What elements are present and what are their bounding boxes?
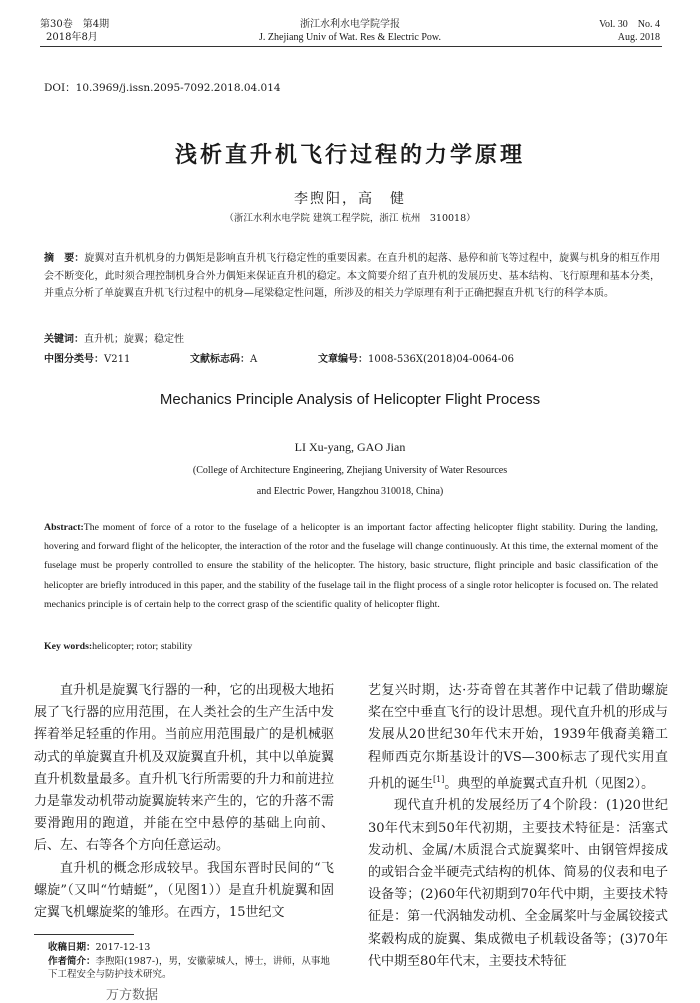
journal-volume-en bbox=[599, 18, 660, 44]
footnote-rule bbox=[34, 934, 134, 935]
received-date bbox=[34, 941, 334, 955]
received-value: 2017-12-13 bbox=[95, 942, 151, 953]
abstract-cn-label: 摘 要： bbox=[44, 253, 85, 264]
body-text: 艺复兴时期，达·芬奇曾在其著作中记载了借助螺旋桨在空中垂直飞行的设计思想。现代直升机的形成与发展从20世纪30年代末开始，1939年俄裔美籍工程师西克尔斯基设计的VS—300标志了现代实用直升机的诞生 bbox=[368, 683, 668, 792]
received-label: 收稿日期： bbox=[48, 942, 96, 953]
doc-label: 文献标志码： bbox=[190, 354, 250, 365]
abstract-cn-text: 旋翼对直升机机身的力偶矩是影响直升机飞行稳定性的重要因素。在直升机的起落、悬停和前飞等过程中，旋翼与机身的相互作用会不断变化，此时须合理控制机身合外力偶矩来保证直升机的稳定。本文简要介绍了直升机的发展历史、基本结构、飞行原理和基本分类，并重点分析了单旋翼直升机飞行过程中的机身—尾梁稳定性问题，所涉及的相关力学原理有利于正确把握直升机飞行的科学本质。 bbox=[44, 253, 661, 300]
watermark: 万方数据 bbox=[106, 988, 159, 1003]
date-en: Aug. 2018 bbox=[617, 32, 660, 43]
body-paragraph bbox=[368, 680, 668, 795]
authors-cn: 李煦阳，高 健 bbox=[294, 191, 406, 207]
authors-en: LI Xu-yang, GAO Jian bbox=[294, 440, 406, 454]
english-title: Mechanics Principle Analysis of Helicopter Flight Process bbox=[159, 391, 541, 408]
footnote bbox=[34, 941, 334, 982]
body-right-column bbox=[368, 680, 668, 973]
affiliation-en bbox=[0, 460, 700, 502]
citation-ref[interactable]: [1] bbox=[433, 774, 445, 784]
abstract-en-text: The moment of force of a rotor to the fuselage of a helicopter is an important factor affecting helicopter flight stability. During the landing, hovering and forward flight of the helicopter, the interaction of the rotor and the fuselage will change continuously. At this time, the external moment of the fuselage must be properly controlled to ensure the stability of the helicopter. The history, basic structure, flight principle and basic classification of the helicopter are briefly introduced in this paper, and the stability of the fuselage tail in the flight process of a single rotor helicopter is focused on. The related mechanics principle is of certain help to the correct grasp of the scientific quality of helicopter flight. bbox=[44, 522, 658, 610]
abstract-en-label: Abstract: bbox=[44, 522, 84, 533]
article-number bbox=[318, 350, 514, 365]
doi[interactable]: DOI：10.3969/j.issn.2095-7092.2018.04.014 bbox=[44, 82, 281, 94]
journal-name-en: J. Zhejiang Univ of Wat. Res & Electric Pow. bbox=[259, 32, 441, 43]
clc-label: 中图分类号： bbox=[44, 354, 104, 365]
art-value: 1008-536X(2018)04-0064-06 bbox=[368, 354, 514, 365]
bio-text: 李煦阳(1987-)，男，安徽蒙城人，博士，讲师，从事地下工程安全与防护技术研究。 bbox=[48, 955, 330, 980]
clc-code bbox=[44, 350, 130, 365]
author-bio bbox=[34, 955, 334, 982]
volume-en: Vol. 30 No. 4 bbox=[599, 19, 660, 30]
affiliation-en-line1: (College of Architecture Engineering, Zhejiang University of Water Resources bbox=[192, 465, 508, 476]
header-rule bbox=[40, 46, 662, 47]
clc-value: V211 bbox=[104, 354, 131, 365]
keywords-en-label: Key words: bbox=[44, 641, 93, 652]
art-label: 文章编号： bbox=[318, 354, 368, 365]
journal-name-cn: 浙江水利水电学院学报 bbox=[300, 19, 400, 30]
body-paragraph: 现代直升机的发展经历了4个阶段：(1)20世纪30年代末到50年代初期，主要技术特征是：活塞式发动机、金属/木质混合式旋翼桨叶、由钢管焊接成的或铝合金半硬壳式结构的机体、简易的仪表和电子设备等；(2)60年代初期到70年代中期，主要技术特征是：第一代涡轴发动机、全金属桨叶与金属铰接式桨毂构成的旋翼、集成微电子机载设备等；(3)70年代中期至80年代末，主要技术特征 bbox=[368, 798, 668, 969]
keywords-cn bbox=[44, 330, 184, 345]
body-paragraph: 直升机的概念形成较早。我国东晋时民间的“飞螺旋”（又叫“竹蜻蜓”，（见图1））是直升机旋翼和固定翼飞机螺旋桨的雏形。在西方，15世纪文 bbox=[34, 860, 334, 921]
body-text: 。典型的单旋翼式直升机（见图2）。 bbox=[444, 776, 655, 792]
page-title: 浅析直升机飞行过程的力学原理 bbox=[174, 143, 525, 168]
body-left-column bbox=[34, 680, 334, 924]
bio-label: 作者简介： bbox=[48, 955, 96, 967]
abstract-cn bbox=[44, 250, 660, 303]
journal-name bbox=[0, 18, 700, 44]
doc-value: A bbox=[250, 354, 258, 365]
abstract-en bbox=[44, 518, 658, 614]
keywords-cn-label: 关键词： bbox=[44, 334, 84, 345]
affiliation-en-line2: and Electric Power, Hangzhou 310018, China) bbox=[256, 486, 444, 497]
affiliation-cn: （浙江水利水电学院 建筑工程学院，浙江 杭州 310018） bbox=[224, 213, 476, 224]
volume-issue: 第30卷 第4期 bbox=[40, 19, 110, 30]
keywords-en bbox=[44, 641, 192, 652]
body-paragraph: 直升机是旋翼飞行器的一种，它的出现极大地拓展了飞行器的应用范围，在人类社会的生产生活中发挥着举足轻重的作用。当前应用范围最广的是机械驱动式的单旋翼直升机及双旋翼直升机，其中以单旋翼直升机数量最多。直升机飞行所需要的升力和前进拉力是靠发动机带动旋翼旋转来产生的，它的升落不需要滑跑用的跑道，并能在空中悬停的基础上向前、后、左、右等各个方向任意运动。 bbox=[34, 683, 334, 854]
keywords-cn-text: 直升机；旋翼；稳定性 bbox=[84, 334, 184, 345]
keywords-en-text: helicopter; rotor; stability bbox=[92, 641, 193, 652]
issue-date: 2018年8月 bbox=[46, 32, 98, 43]
doc-code bbox=[190, 350, 257, 365]
